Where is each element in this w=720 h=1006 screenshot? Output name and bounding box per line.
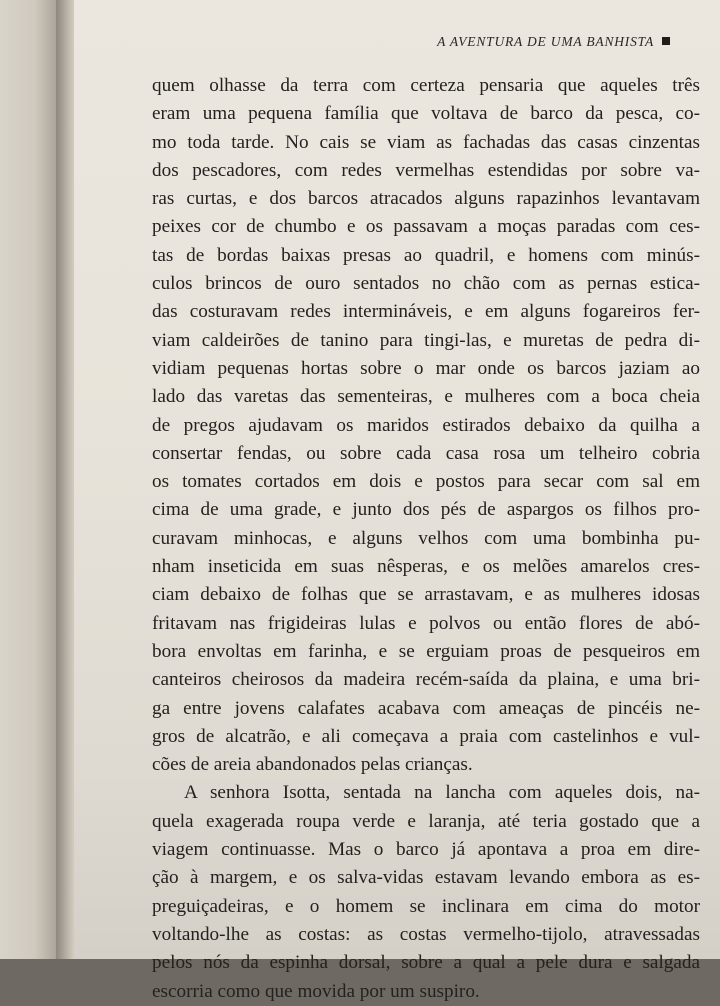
text-line: eram uma pequena família que voltava de barco da pesca, co- [152, 103, 700, 125]
text-line: quem olhasse da terra com certeza pensaria que aqueles três [152, 75, 700, 96]
text-line: viam caldeirões de tanino para tingi-las, e muretas de pedra di- [152, 329, 700, 351]
paragraph [152, 779, 700, 1005]
text-line: dos pescadores, com redes vermelhas estendidas por sobre va- [152, 159, 700, 181]
text-line: ga entre jovens calafates acabava com ameaças de pincéis ne- [152, 697, 700, 719]
text-line: pelos nós da espinha dorsal, sobre a qual a pele dura e salgada [152, 952, 700, 974]
text-line: quela exagerada roupa verde e laranja, até teria gostado que a [152, 810, 700, 832]
text-line: viagem continuasse. Mas o barco já apontava a proa em dire- [152, 839, 700, 861]
text-line: cões de areia abandonados pelas crianças. [152, 754, 473, 776]
text-line: bora envoltas em farinha, e se erguiam proas de pesqueiros em [152, 640, 700, 662]
text-line: tas de bordas baixas presas ao quadril, e homens com minús- [152, 244, 700, 266]
text-line: escorria como que movida por um suspiro. [152, 980, 480, 1002]
text-line: mo toda tarde. No cais se viam as fachadas das casas cinzentas [152, 131, 700, 153]
text-line: gros de alcatrão, e ali começava a praia com castelinhos e vul- [152, 725, 700, 747]
text-line: peixes cor de chumbo e os passavam a moças paradas com ces- [152, 216, 700, 238]
text-line: os tomates cortados em dois e postos para secar com sal em [152, 471, 700, 493]
text-line: ras curtas, e dos barcos atracados alguns rapazinhos levantavam [152, 188, 700, 210]
text-line: curavam minhocas, e alguns velhos com uma bombinha pu- [152, 527, 700, 549]
text-line: lado das varetas das sementeiras, e mulheres com a boca cheia [152, 386, 700, 408]
text-line: das costuravam redes intermináveis, e em alguns fogareiros fer- [152, 301, 700, 323]
text-line: canteiros cheirosos da madeira recém-saída da plaina, e uma bri- [152, 669, 700, 691]
text-line: de pregos ajudavam os maridos estirados debaixo da quilha a [152, 414, 700, 436]
text-line: consertar fendas, ou sobre cada casa rosa um telheiro cobria [152, 442, 700, 464]
body-text [152, 72, 700, 1006]
header-square-mark [662, 37, 670, 45]
text-line: ção à margem, e os salva-vidas estavam levando embora as es- [152, 867, 700, 889]
running-header [437, 34, 670, 50]
text-line: cima de uma grade, e junto dos pés de aspargos os filhos pro- [152, 499, 700, 521]
text-line: culos brincos de ouro sentados no chão com as pernas estica- [152, 273, 700, 295]
paragraph [152, 72, 700, 779]
book-page [74, 0, 720, 1002]
text-line: voltando-lhe as costas: as costas vermelho-tijolo, atravessadas [152, 923, 700, 945]
facing-page-edge [0, 0, 58, 959]
text-line: ciam debaixo de folhas que se arrastavam, e as mulheres idosas [152, 584, 700, 606]
text-line: preguiçadeiras, e o homem se inclinara em cima do motor [152, 895, 700, 917]
text-line: nham inseticida em suas nêsperas, e os melões amarelos cres- [152, 556, 700, 578]
text-line: A senhora Isotta, sentada na lancha com aqueles dois, na- [184, 782, 700, 804]
text-line: vidiam pequenas hortas sobre o mar onde os barcos jaziam ao [152, 357, 700, 379]
running-title: A AVENTURA DE UMA BANHISTA [437, 34, 654, 49]
text-line: fritavam nas frigideiras lulas e polvos ou então flores de abó- [152, 612, 700, 634]
